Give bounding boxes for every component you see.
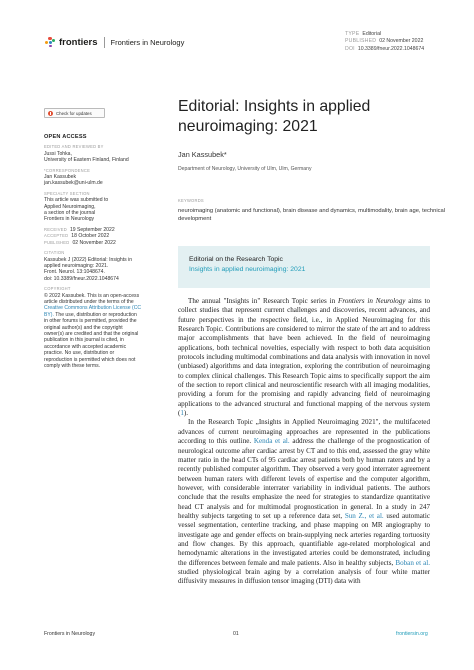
update-icon (48, 111, 53, 116)
copyright-label: COPYRIGHT (44, 286, 71, 292)
page-number: 01 (233, 631, 239, 637)
research-topic-label: Editorial on the Research Topic (189, 256, 283, 263)
reference-link[interactable]: 1 (180, 409, 184, 418)
license-link[interactable]: Creative Commons Attribution License (CC BY). (44, 305, 142, 318)
frontiers-logo-icon (45, 37, 56, 48)
published-date: 02 November 2022 (72, 239, 116, 246)
article-author[interactable]: Jan Kassubek* (178, 150, 227, 159)
citation-line: applied neuroimaging: 2021. (44, 262, 109, 269)
meta-type: TYPE Editorial (345, 31, 382, 37)
footer-site-link[interactable]: frontiersin.org (396, 631, 428, 637)
specialty-label: SPECIALTY SECTION (44, 190, 90, 196)
specialty-line: Frontiers in Neurology (44, 216, 95, 223)
open-access-label: OPEN ACCESS (44, 134, 87, 140)
citation-line: Kassubek J (2022) Editorial: Insights in (44, 256, 133, 263)
correspondence-label: *CORRESPONDENCE (44, 167, 91, 173)
body-paragraph-2: In the Research Topic „Insights in Applied Neuroimaging 2021", the multifaceted advances of current neuroimaging approaches are represented in the publications according to this outline. Kenda et al. address the challenge of the prognostication of neurological outcome after cardiac arrest by CT and to this end, assessed the gray white matter ratio in the head CTs of 95 cardiac arrest patients both by human raters and by a recently published computer algorithm. They observed a very good interrater agreement between human raters with different levels of expertise and the computer algorithm, however, with considerable interrater variability in individual patients. The authors conclude that the results emphasize the need for strategies to standardize quantitative head CT analysis and for multimodal prognostication in general. In a study in 247 healthy subjects targeting to set up a reference data set, Sun Z., et al. used automatic vessel segmentation, centerline tracking, and phase mapping on MR angiography to investigate age and gender effects on brain-supplying neck arteries regarding tortuosity and flow changes. By this approach, quantifiable age-related morphological and hemodynamic alterations in the investigated arteries could be demonstrated, including the differences between female and male patients. Also in healthy subjects, Boban et al. studied physiological brain aging by a correlation analysis of four white matter diffusivity measures in diffusion tensor imaging (DTI) data with (178, 418, 430, 586)
reference-link[interactable]: Sun Z., et al. (344, 511, 384, 520)
check-for-updates-button[interactable] (44, 108, 105, 118)
footer-journal: Frontiers in Neurology (44, 631, 96, 637)
accepted-date: 18 October 2022 (71, 233, 110, 240)
reference-link[interactable]: Kenda et al. (253, 437, 290, 446)
copyright-text: © 2022 Kassubek. This is an open-access article distributed under the terms of the Creative Commons Attribution License (CC BY). The use, distribution or reproduction in other forums is permitted, provided the original author(s) and the copyright owner(s) are credited and that the original publication in this journal is cited, in accordance with accepted academic practice. No use, distribution or reproduction is permitted which does not comply with these terms. (44, 292, 142, 369)
citation-label: CITATION (44, 250, 65, 256)
keywords-label: KEYWORDS (178, 198, 204, 203)
specialty-line: This article was submitted to (44, 197, 109, 204)
meta-published: PUBLISHED 02 November 2022 (345, 38, 424, 45)
frontiers-logo[interactable] (45, 36, 184, 48)
reference-link[interactable]: Boban et al. (395, 558, 430, 567)
edited-label: EDITED AND REVIEWED BY (44, 144, 104, 150)
article-title: Editorial: Insights in applied neuroimaging: 2021 (178, 98, 371, 135)
author-affiliation: Department of Neurology, University of Ulm, Ulm, Germany (178, 166, 312, 172)
journal-name: Frontiers in Neurology (110, 37, 185, 47)
keywords: neuroimaging (anatomic and functional), brain disease and dynamics, multimodality, brain age, technical development (178, 208, 446, 222)
specialty-line: a section of the journal (44, 210, 96, 217)
received-date: 19 September 2022 (69, 226, 115, 233)
published-label: PUBLISHED (44, 239, 70, 245)
specialty-line: Applied Neuroimaging, (44, 203, 96, 210)
brand-name: frontiers (59, 36, 98, 48)
citation-doi[interactable]: doi: 10.3389/fneur.2022.1048674 (44, 275, 119, 282)
article-meta (345, 31, 424, 53)
article-dates (44, 227, 142, 246)
citation-line: Front. Neurol. 13:1048674. (44, 269, 105, 276)
meta-doi: DOI 10.3389/fneur.2022.1048674 (345, 45, 425, 52)
received-label: RECEIVED (44, 226, 67, 232)
logo-divider (104, 37, 105, 48)
editor-name: Jussi Tohka, (44, 150, 72, 157)
editor-affiliation: University of Eastern Finland, Finland (44, 157, 129, 164)
research-topic-link[interactable]: Insights in applied neuroimaging: 2021 (189, 266, 306, 273)
check-updates-label: Check for updates (56, 110, 92, 116)
body-paragraph-1: The annual "Insights in" Research Topic series in Frontiers in Neurology aims to collect studies that represent current challenges and discoveries, recent advances, and future perspectives in the respective field, i.e., in Applied Neuroimaging for this Research Topic. Contributions are considered to mirror the state of the art and to address major accomplishments that have been achieved. In the field of neuroimaging applications, both technical novelties, especially with respect to both data acquisition protocols including multimodal combinations and data analysis with innovation in novel (unbiased) algorithms and data integration, exploring the contribution of neuroimaging to complex clinical challenges. This Research Topic aims to specifically support the aim of the section to report clinical and neuroscientific research with all imaging modalities, providing a forum for the promising and rapidly advancing field of neuroimaging applications to the advanced structural and functional mapping of the nervous system (1). (178, 297, 430, 418)
accepted-label: ACCEPTED (44, 233, 69, 239)
correspondence-name: Jan Kassubek (44, 174, 76, 181)
article-sidebar (44, 134, 142, 369)
correspondence-email[interactable]: jan.kassubek@uni-ulm.de (44, 180, 103, 187)
article-body (178, 297, 430, 587)
